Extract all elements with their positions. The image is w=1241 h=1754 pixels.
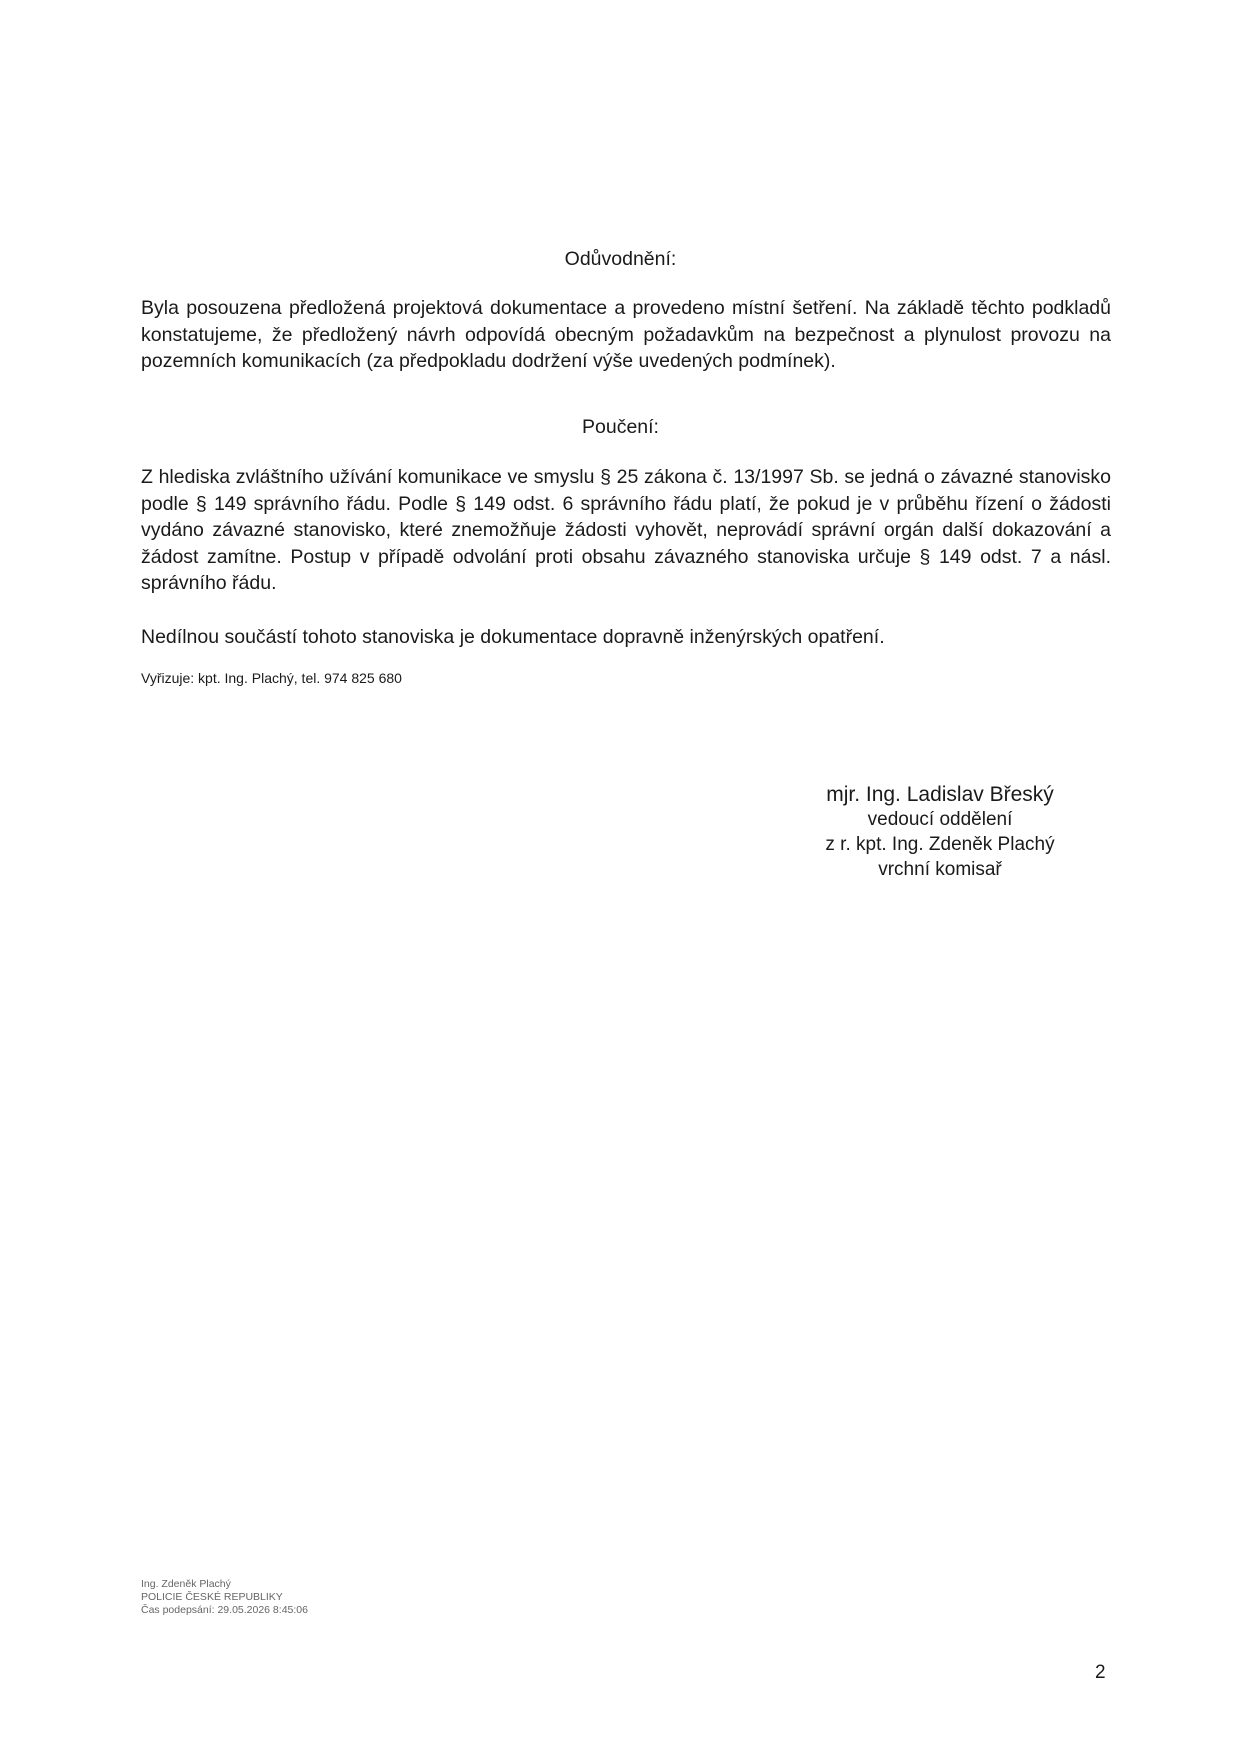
reasoning-paragraph: Byla posouzena předložená projektová dokumentace a provedeno místní šetření. Na základě těchto podkladů konstatujeme, že předložený návrh odpovídá obecným požadavkům na bezpečnost a plynulost provozu na pozemních komunikacích (za předpokladu dodržení výše uvedených podmínek). xyxy=(141,297,1111,372)
stamp-signer: Ing. Zdeněk Plachý xyxy=(141,1578,231,1590)
signer-rank: vrchní komisař xyxy=(878,859,1002,880)
page-number: 2 xyxy=(1095,1662,1106,1683)
signatory-name: mjr. Ing. Ladislav Břeský xyxy=(826,783,1054,806)
stamp-signed-time: Čas podepsání: 29.05.2026 8:45:06 xyxy=(141,1604,308,1616)
handler-contact: Vyřizuje: kpt. Ing. Plachý, tel. 974 825 680 xyxy=(141,670,402,686)
instruction-heading: Poučení: xyxy=(582,416,659,438)
signatory-position: vedoucí oddělení xyxy=(867,809,1013,830)
electronic-signature-stamp xyxy=(141,1578,308,1617)
signature-block xyxy=(790,782,1090,882)
signed-on-behalf: z r. kpt. Ing. Zdeněk Plachý xyxy=(825,834,1055,855)
instruction-paragraph: Z hlediska zvláštního užívání komunikace ve smyslu § 25 zákona č. 13/1997 Sb. se jedná o závazné stanovisko podle § 149 správního řádu. Podle § 149 odst. 6 správního řádu platí, že pokud je v průběhu řízení o žádosti vydáno závazné stanovisko, které znemožňuje žádosti vyhovět, neprovádí správní orgán další dokazování a žádost zamítne. Postup v případě odvolání proti obsahu závazného stanoviska určuje § 149 odst. 7 a násl. správního řádu. xyxy=(141,466,1111,594)
stamp-organization: POLICIE ČESKÉ REPUBLIKY xyxy=(141,1591,283,1603)
reasoning-heading: Odůvodnění: xyxy=(564,248,677,270)
attachment-note: Nedílnou součástí tohoto stanoviska je dokumentace dopravně inženýrských opatření. xyxy=(141,626,885,648)
